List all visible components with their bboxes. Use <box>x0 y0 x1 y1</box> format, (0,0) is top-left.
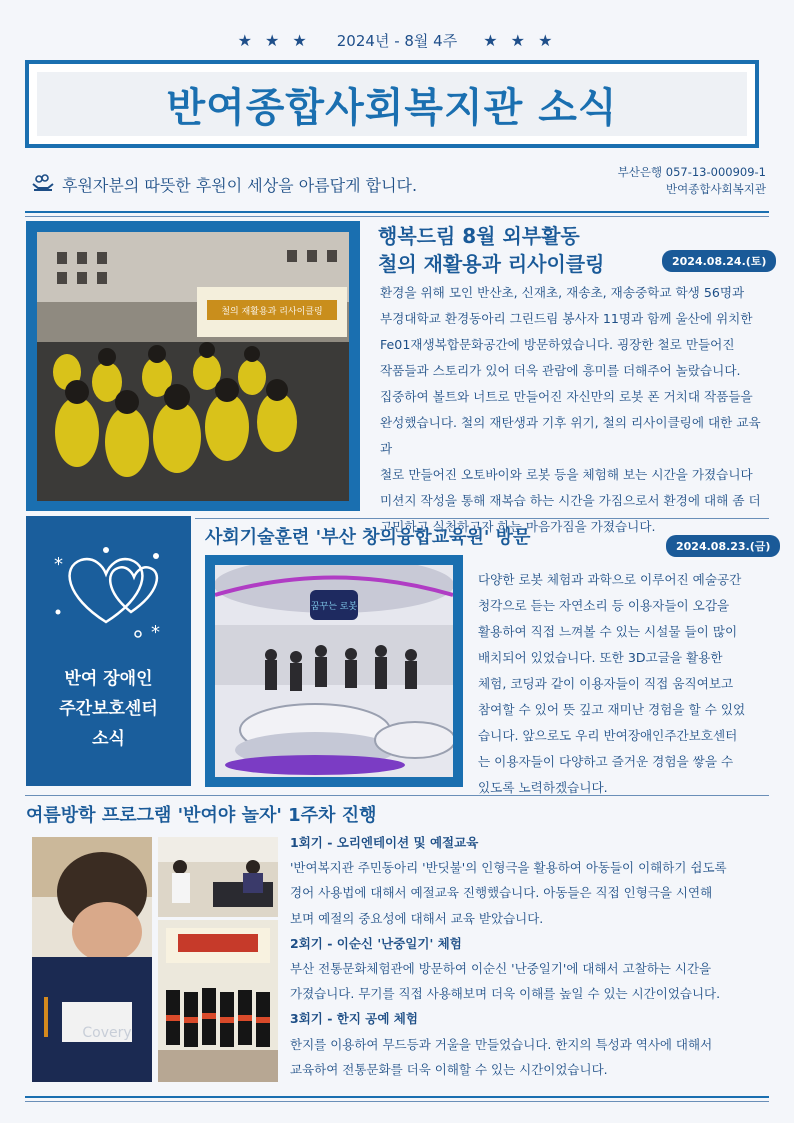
article1-photo <box>37 232 349 501</box>
sidebar-line1: 반여 장애인 <box>64 669 153 689</box>
title-banner <box>25 60 759 148</box>
photo-banner-text: 철의 재활용과 리사이클링 <box>221 307 323 317</box>
article3-session-heading: 2회기 - 이순신 '난중일기' 체험 <box>290 935 462 951</box>
article1-title-line1: 행복드림 8월 외부활동 <box>378 224 580 248</box>
article2-line: 배치되어 있었습니다. 또한 3D고글을 활용한 <box>478 650 723 665</box>
article2-line: 청각으로 듣는 자연소리 등 이용자들이 오감을 <box>478 598 730 613</box>
divider-top <box>25 211 769 213</box>
sidebar-line3: 소식 <box>92 729 125 749</box>
bank-info <box>618 164 766 198</box>
article2-line: 참여할 수 있어 뜻 깊고 재미난 경험을 할 수 있었 <box>478 702 746 717</box>
sidebar-title <box>26 664 191 754</box>
article1-line: 작품들과 스토리가 있어 더욱 관람에 흥미를 더해주어 놀랐습니다. <box>380 363 741 378</box>
hearts-icon <box>46 542 176 646</box>
sidebar-box <box>26 516 191 786</box>
stars-right-decoration: ★ ★ ★ <box>483 31 557 50</box>
stars-left-decoration: ★ ★ ★ <box>237 31 311 50</box>
divider-lower <box>25 795 769 796</box>
article3-line: 가졌습니다. 무기를 직접 사용해보며 더욱 이해를 높일 수 있는 시간이었습니다. <box>290 986 721 1002</box>
divider-bottom-thin <box>25 1101 769 1102</box>
article1-line: 집중하여 볼트와 너트로 만들어진 자신만의 로봇 폰 거치대 작품들을 <box>380 389 753 404</box>
article1-line: 부경대학교 환경동아리 그린드림 봉사자 11명과 함께 울산에 위치한 <box>380 311 753 326</box>
bank-account: 부산은행 057-13-000909-1 <box>617 165 766 179</box>
article2-line: 다양한 로봇 체험과 과학으로 이루어진 예술공간 <box>478 572 742 587</box>
article1-line: 철로 만들어진 오토바이와 로봇 등을 체험해 보는 시간을 가졌습니다 <box>380 467 753 482</box>
article2-line: 는 이용자들이 다양하고 즐거운 경험을 쌓을 수 <box>478 754 734 769</box>
article2-line: 활용하여 직접 느껴볼 수 있는 시설물 들이 많이 <box>478 624 738 639</box>
article3-line: 부산 전통문화체험관에 방문하여 이순신 '난중일기'에 대해서 고찰하는 시간을 <box>290 961 712 977</box>
article1-line: 고민하고 실천하고자 하는 마음가짐을 가졌습니다. <box>380 519 656 534</box>
article1-line: 미션지 작성을 통해 재복습 하는 시간을 가짐으로서 환경에 대해 좀 더 <box>380 493 761 508</box>
article2-title: 사회기술훈련 '부산 창의융합교육원' 방문 <box>205 527 531 548</box>
svg-text:*: * <box>54 554 63 575</box>
tagline-text: 후원자분의 따뜻한 후원이 세상을 아름답게 합니다. <box>62 175 418 195</box>
article2-date-badge: 2024.08.23.(금) <box>666 535 780 557</box>
article3-photo-traditional <box>158 920 278 1082</box>
article3-title: 여름방학 프로그램 '반여야 놀자' 1주차 진행 <box>26 805 377 826</box>
article2-line: 체험, 코딩과 같이 이용자들이 직접 움직여보고 <box>478 676 734 691</box>
page-title: 반여종합사회복지관 소식 <box>166 84 618 131</box>
article3-session-heading: 1회기 - 오리엔테이션 및 예절교육 <box>290 835 479 850</box>
article2-photo-frame <box>205 555 463 787</box>
divider-middle <box>195 518 769 519</box>
issue-date-line <box>0 30 794 51</box>
article3-photo-craft <box>32 837 152 1082</box>
svg-text:*: * <box>151 622 160 642</box>
article2-line: 있도록 노력하겠습니다. <box>478 780 608 795</box>
article3-session-heading: 3회기 - 한지 공예 체험 <box>290 1011 418 1027</box>
divider-top-thin <box>25 216 769 217</box>
divider-bottom <box>25 1096 769 1098</box>
article1-line: 환경을 위해 모인 반산초, 신재초, 재송초, 재송중학교 학생 56명과 <box>380 285 745 300</box>
article2-photo <box>215 565 453 777</box>
article1-photo-frame <box>26 221 360 511</box>
article1-date-badge: 2024.08.24.(토) <box>662 250 776 272</box>
issue-date: 2024년 - 8월 4주 <box>336 32 458 50</box>
article2-line: 습니다. 앞으로도 우리 반여장애인주간보호센터 <box>478 728 738 743</box>
article3-line: '반여복지관 주민동아리 '반딧불'의 인형극을 활용하여 아동들이 이해하기 쉽도록 <box>290 860 727 876</box>
sidebar-line2: 주간보호센터 <box>59 699 158 719</box>
article3-line: 경어 사용법에 대해서 예절교육 진행했습니다. 아동들은 직접 인형극을 시연해 <box>290 885 713 901</box>
donation-hands-icon <box>30 172 56 196</box>
article1-line: 완성했습니다. 철의 재탄생과 기후 위기, 철의 리사이클링에 대한 교육과 <box>380 415 761 456</box>
article3-body <box>290 830 775 1082</box>
article3-line: 한지를 이용하여 무드등과 거울을 만들었습니다. 한지의 특성과 역사에 대해서 <box>290 1036 713 1052</box>
article2-body <box>478 567 778 801</box>
article1-title-line2: 철의 재활용과 리사이클링 <box>378 252 605 276</box>
shirt-text: Covery <box>82 1025 132 1041</box>
article3-photo-puppet <box>158 837 278 917</box>
article1-line: Fe01재생복합문화공간에 방문하였습니다. 굉장한 철로 만들어진 <box>380 337 735 352</box>
tagline <box>30 172 417 196</box>
article3-line: 교육하여 전통문화를 더욱 이해할 수 있는 시간이었습니다. <box>290 1061 608 1077</box>
photo-sign-text: 꿈꾸는 로봇 <box>310 602 358 612</box>
article3-line: 보며 예절의 중요성에 대해서 교육 받았습니다. <box>290 910 544 926</box>
article1-title <box>378 222 604 278</box>
article1-body <box>380 280 770 540</box>
bank-holder: 반여종합사회복지관 <box>666 182 766 196</box>
